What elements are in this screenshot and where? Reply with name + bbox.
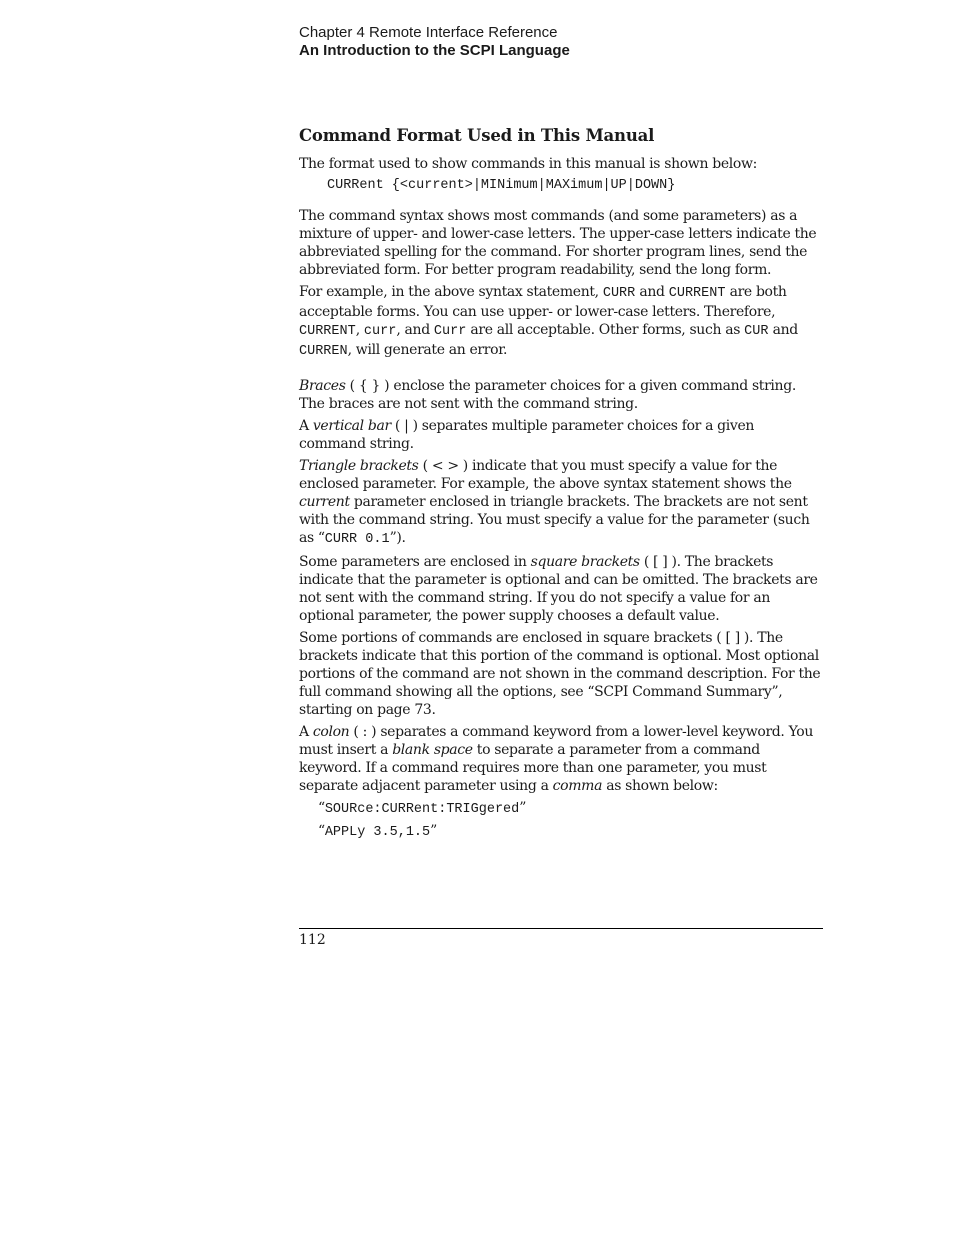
syntax-paragraph: The command syntax shows most commands (and some parameters) as a mixture of upper- and lower-case letters. The upper-case letters indicate the abbreviated spelling for the command. For shorter program lines, send the abbreviated form. For better program readability, send the long form. xyxy=(299,208,817,278)
format-example: CURRent {<current>|MINimum|MAXimum|UP|DOWN} xyxy=(327,178,676,193)
chapter-title: Chapter 4 Remote Interface Reference xyxy=(299,24,558,41)
optional-portions-paragraph: Some portions of commands are enclosed in square brackets ( [ ] ). The brackets indicate that this portion of the command is optional. Most optional portions of the command are not shown in the command description. For the full command showing all the options, see “SCPI Command Summary”, starting on page 73. xyxy=(299,630,821,718)
vertical-bar-paragraph: A vertical bar ( | ) separates multiple parameter choices for a given command string. xyxy=(299,418,755,452)
colon-paragraph: A colon ( : ) separates a command keyword from a lower-level keyword. You must insert a blank space to separate a parameter from a command keyword. If a command requires more than one parameter, you must separate adjacent parameter using a comma as shown below: xyxy=(299,724,814,794)
braces-paragraph: Braces ( { } ) enclose the parameter choices for a given command string. The braces are not sent with the command string. xyxy=(299,378,796,412)
command-example-1: “SOURce:CURRent:TRIGgered” xyxy=(318,800,527,817)
main-content xyxy=(299,127,823,845)
command-example-2: “APPLy 3.5,1.5” xyxy=(318,823,437,840)
triangle-brackets-paragraph: Triangle brackets ( < > ) indicate that you must specify a value for the enclosed parameter. For example, the above syntax statement shows the current parameter enclosed in triangle brackets. The brackets are not sent with the command string. You must specify a value for the parameter (such as “CURR 0.1”). xyxy=(299,458,810,547)
running-header xyxy=(299,24,570,60)
example-paragraph: For example, in the above syntax statement, CURR and CURRENT are both acceptable forms. You can use upper- or lower-case letters. Therefore, CURRENT, curr, and Curr are all acceptable. Other forms, such as CUR and CURREN, will generate an error. xyxy=(299,284,798,359)
footer-rule xyxy=(299,928,823,929)
intro-paragraph: The format used to show commands in this manual is shown below: xyxy=(299,156,757,172)
square-brackets-paragraph: Some parameters are enclosed in square brackets ( [ ] ). The brackets indicate that the parameter is optional and can be omitted. The brackets are not sent with the command string. If you do not specify a value for an optional parameter, the power supply chooses a default value. xyxy=(299,554,818,624)
section-title: An Introduction to the SCPI Language xyxy=(299,42,570,59)
page-number: 112 xyxy=(299,932,326,948)
page-title: Command Format Used in This Manual xyxy=(299,126,655,145)
